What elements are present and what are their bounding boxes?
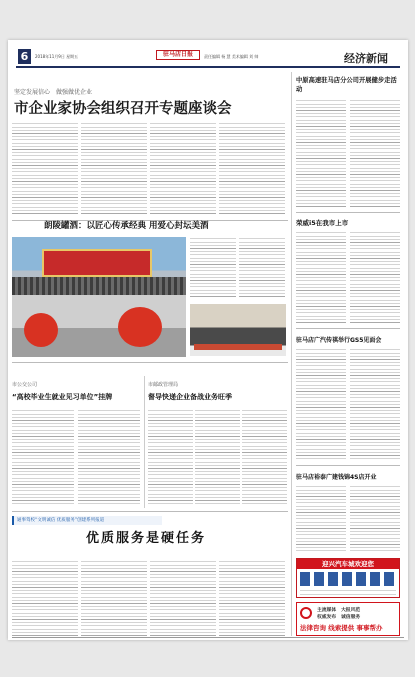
sidebar-story4-col2 bbox=[350, 485, 400, 553]
promo-badge-icon bbox=[300, 607, 312, 619]
ad-auto-city-text bbox=[300, 589, 396, 596]
sidebar-story1-col2 bbox=[350, 99, 400, 207]
lead-body-col4 bbox=[219, 122, 285, 214]
promo-line2: 权威发布 诚信服务 bbox=[317, 615, 361, 620]
left-kicker: 市公交公司 bbox=[12, 382, 38, 388]
article-divider bbox=[144, 376, 145, 508]
section-title: 经济新闻 bbox=[344, 52, 388, 65]
left-body-col2 bbox=[78, 409, 140, 505]
ad-auto-city-title: 迎兴汽车城欢迎您 bbox=[297, 559, 399, 569]
feature-ceremony-photo bbox=[190, 304, 286, 356]
feature-headline: 朗陵罐酒：以匠心传承经典 用爱心封坛美酒 bbox=[44, 221, 209, 231]
mid-body-col2 bbox=[195, 409, 240, 505]
service-banner: 通事驾校“文明诚信 优质服务”创建系列报道 bbox=[12, 516, 162, 525]
lead-body-col2 bbox=[81, 122, 147, 214]
service-body-col3 bbox=[150, 560, 216, 636]
header-rule bbox=[16, 66, 400, 68]
event-banner bbox=[42, 249, 152, 277]
feature-event-photo bbox=[12, 237, 186, 357]
service-headline: 优质服务是硬任务 bbox=[86, 531, 207, 546]
editor-line: 责任编辑 杨 慧 美术编辑 刘 帅 bbox=[204, 54, 259, 59]
service-body-col2 bbox=[81, 560, 147, 636]
mid-bottom-rule bbox=[12, 511, 288, 512]
sidebar-story4-col1 bbox=[296, 485, 346, 553]
feature-bottom-rule bbox=[12, 362, 288, 363]
lead-kicker: 坚定发展信心 做强做优企业 bbox=[14, 89, 93, 96]
promo-slogan: 法律咨询 线索提供 事事帮办 bbox=[300, 624, 383, 632]
ad-auto-city bbox=[296, 558, 400, 598]
ad-newspaper-promo bbox=[296, 602, 400, 636]
masthead-logo: 驻马店日报 bbox=[156, 50, 200, 60]
service-body-col4 bbox=[219, 560, 285, 636]
red-drum-right bbox=[118, 307, 162, 347]
sidebar-rule2 bbox=[296, 328, 400, 329]
left-body-col1 bbox=[12, 409, 74, 505]
service-body-col1 bbox=[12, 560, 78, 636]
date-line: 2018年11月9日 星期五 bbox=[35, 54, 79, 59]
feature-body-col1 bbox=[190, 237, 236, 299]
mid-body-col3 bbox=[242, 409, 287, 505]
sidebar-story4-headline: 驻马店裕泰广建钱锦4S店开业 bbox=[296, 474, 377, 481]
mid-body-col1 bbox=[148, 409, 193, 505]
sidebar-divider bbox=[291, 72, 292, 636]
crowd bbox=[12, 277, 186, 295]
sidebar-story2-col2 bbox=[350, 231, 400, 323]
mid-headline: 督导快递企业备战业务旺季 bbox=[148, 393, 232, 401]
sidebar-rule1 bbox=[296, 212, 400, 213]
lead-headline: 市企业家协会组织召开专题座谈会 bbox=[14, 101, 232, 117]
ceremony-table bbox=[194, 344, 282, 350]
sidebar-story2-col1 bbox=[296, 231, 346, 323]
lead-body-col1 bbox=[12, 122, 78, 214]
sidebar-story3-col2 bbox=[350, 348, 400, 460]
newspaper-page bbox=[8, 40, 408, 640]
sidebar-story2-headline: 荣威i5在我市上市 bbox=[296, 219, 349, 227]
page-number-badge: 6 bbox=[18, 49, 31, 64]
sidebar-rule3 bbox=[296, 465, 400, 466]
sidebar-story3-headline: 驻马店广汽传祺举行GS5见面会 bbox=[296, 337, 382, 344]
sidebar-story1-headline: 中原高速驻马店分公司开展健步走活动 bbox=[296, 77, 397, 93]
promo-line1: 主流媒体 大报风范 bbox=[317, 608, 361, 613]
red-drum-left bbox=[24, 313, 58, 347]
mid-kicker: 市邮政管理局 bbox=[148, 382, 179, 388]
sidebar-story3-col1 bbox=[296, 348, 346, 460]
sidebar-story1-col1 bbox=[296, 99, 346, 207]
page-bottom-rule bbox=[12, 637, 404, 638]
feature-body-col2 bbox=[239, 237, 285, 299]
left-headline: “高校毕业生就业见习单位”挂牌 bbox=[12, 393, 113, 401]
ad-auto-city-logos bbox=[300, 572, 396, 586]
lead-body-col3 bbox=[150, 122, 216, 214]
